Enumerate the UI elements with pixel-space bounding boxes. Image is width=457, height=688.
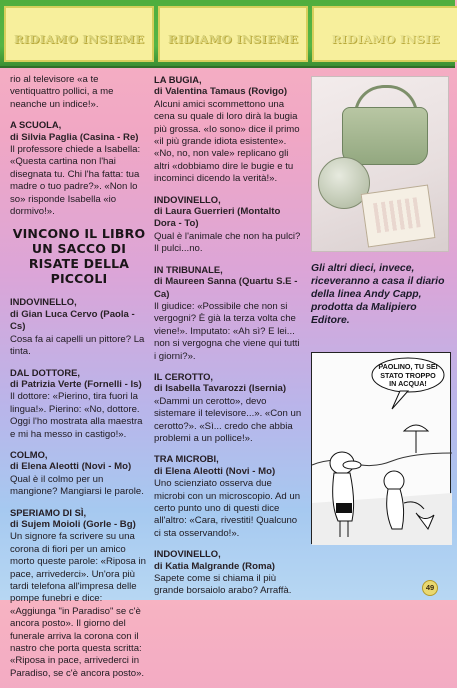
joke-author: di Patrizia Verte (Fornelli - Is) — [10, 378, 142, 390]
joke-entry — [10, 296, 148, 358]
joke-text: Qual è il colmo per un mangione? Mangiarsi le parole. — [10, 473, 144, 498]
joke-title: COLMO, — [10, 448, 48, 460]
joke-entry — [154, 194, 304, 256]
joke-entry — [10, 119, 148, 218]
joke-text: Il giudice: «Possibile che non si vergogni? È già la terza volta che viene!». Imputato: «Ah sì? E lei... non si vergogna che viene qui tutti i giorni?». — [154, 300, 300, 362]
page-number: 49 — [422, 580, 438, 596]
joke-author: di Gian Luca Cervo (Paola - Cs) — [10, 308, 135, 333]
joke-entry — [154, 74, 304, 186]
joke-text: Il dottore: «Pierino, tira fuori la lingua!». Pierino: «No, dottore. Oggi l'ho mostrata alla maestra e mi ha messo in castigo!». — [10, 391, 143, 440]
joke-title: SPERIAMO DI SÌ, — [10, 506, 87, 518]
joke-title: IL CEROTTO, — [154, 370, 214, 382]
joke-text: «Dammi un cerotto», devo sistemare il televisore...». «Con un cerotto?». «Sì... credo che abbia problemi a un pollice!». — [154, 395, 302, 444]
joke-title: DAL DOTTORE, — [10, 366, 80, 378]
prize-photo — [311, 76, 449, 252]
header-tile-text: RIDIAMO INSIEME — [167, 32, 299, 46]
header-tile — [4, 6, 154, 62]
header-banner — [0, 0, 455, 68]
joke-text: Il professore chiede a Isabella: «Questa cartina non l'hai disegnata tu. Chi l'ha fatta: tua madre o tuo padre?». «Non lo so» risponde Isabella «io dormivo!». — [10, 144, 141, 218]
joke-title: IN TRIBUNALE, — [154, 263, 223, 275]
joke-entry — [154, 371, 304, 445]
cartoon-panel — [311, 352, 451, 544]
joke-author: di Silvia Paglia (Casina - Re) — [10, 131, 139, 143]
joke-entry — [154, 453, 304, 540]
joke-text: Un signore fa scrivere su una corona di fiori per un amico morto queste parole: «Riposa in pace, arrivederci». Un'ora più tardi telefona all'impresa delle pompe funebri e dice: «Aggiunga "in Paradiso" se c'è ancora posto». Il giorno del funerale arriva la corona con il nastro che porta questa scritta: «Riposa in pace, arrivederci in Paradiso, se c'è ancora posto». — [10, 531, 146, 679]
promo-heading: VINCONO IL LIBRO UN SACCO DI RISATE DELLA PICCOLI — [12, 226, 146, 287]
joke-text: Cosa fa ai capelli un pittore? La tinta. — [10, 333, 145, 358]
joke-author: di Maureen Sanna (Quartu S.E - Ca) — [154, 276, 298, 300]
joke-title: A SCUOLA, — [10, 119, 62, 131]
header-tile — [312, 6, 457, 62]
joke-text: Sapete come si chiama il più grande borsaiolo arabo? Arraffà. — [154, 573, 292, 597]
joke-title: LA BUGIA, — [154, 74, 202, 85]
joke-title: INDOVINELLO, — [154, 193, 221, 205]
speech-balloon-text: PAOLINO, TU SEI STATO TROPPO IN ACQUA! — [378, 362, 438, 389]
joke-author: di Isabella Tavarozzi (Isernia) — [154, 383, 287, 395]
joke-entry — [10, 449, 148, 499]
text-column-left — [10, 74, 148, 688]
joke-author: di Katia Malgrande (Roma) — [154, 560, 276, 572]
joke-entry — [10, 74, 148, 111]
joke-title: TRA MICROBI, — [154, 453, 219, 465]
shoulder-bag — [342, 107, 428, 165]
joke-entry — [154, 548, 304, 598]
joke-author: di Elena Aleotti (Novi - Mo) — [10, 461, 132, 473]
joke-entry — [10, 367, 148, 441]
joke-author: di Sujem Moioli (Gorle - Bg) — [10, 518, 136, 530]
photo-caption: Gli altri dieci, invece, riceveranno a casa il diario della linea Andy Capp, prodotta da Malipiero Editore. — [311, 263, 445, 326]
text-column-middle — [154, 74, 304, 606]
joke-entry — [10, 507, 148, 681]
diary-book — [361, 185, 436, 248]
header-tile — [158, 6, 308, 62]
joke-text: Qual è l'animale che non ha pulci? Il pulci...no. — [154, 230, 301, 255]
joke-title: INDOVINELLO, — [10, 296, 77, 308]
joke-entry — [154, 264, 304, 363]
joke-title: INDOVINELLO, — [154, 548, 221, 560]
header-tile-text: RIDIAMO INSIE — [331, 32, 440, 46]
joke-author: di Elena Aleotti (Novi - Mo) — [154, 465, 276, 477]
joke-author: di Valentina Tamaus (Rovigo) — [154, 86, 288, 98]
header-tile-text: RIDIAMO INSIEME — [13, 32, 145, 46]
joke-text: Alcuni amici scommettono una cena su quale di loro dirà la bugia più grossa. «Io sono» dice il primo «il più grande idiota esistente». «No, no, non vale» replicano gli altri «dobbiamo dire le bugie e tu incominci dicendo la verità!». — [154, 98, 300, 185]
joke-author: di Laura Guerrieri (Montalto Dora - To) — [154, 206, 281, 230]
joke-continuation: rio al televisore «a te ventiquattro pollici, a me neanche un indice!». — [10, 74, 114, 110]
joke-text: Uno scienziato osserva due microbi con un microscopio. Ad un certo punto uno di questi dice all'altro: «Cara, rivestiti! Qualcuno ci sta osservando!». — [154, 478, 301, 539]
